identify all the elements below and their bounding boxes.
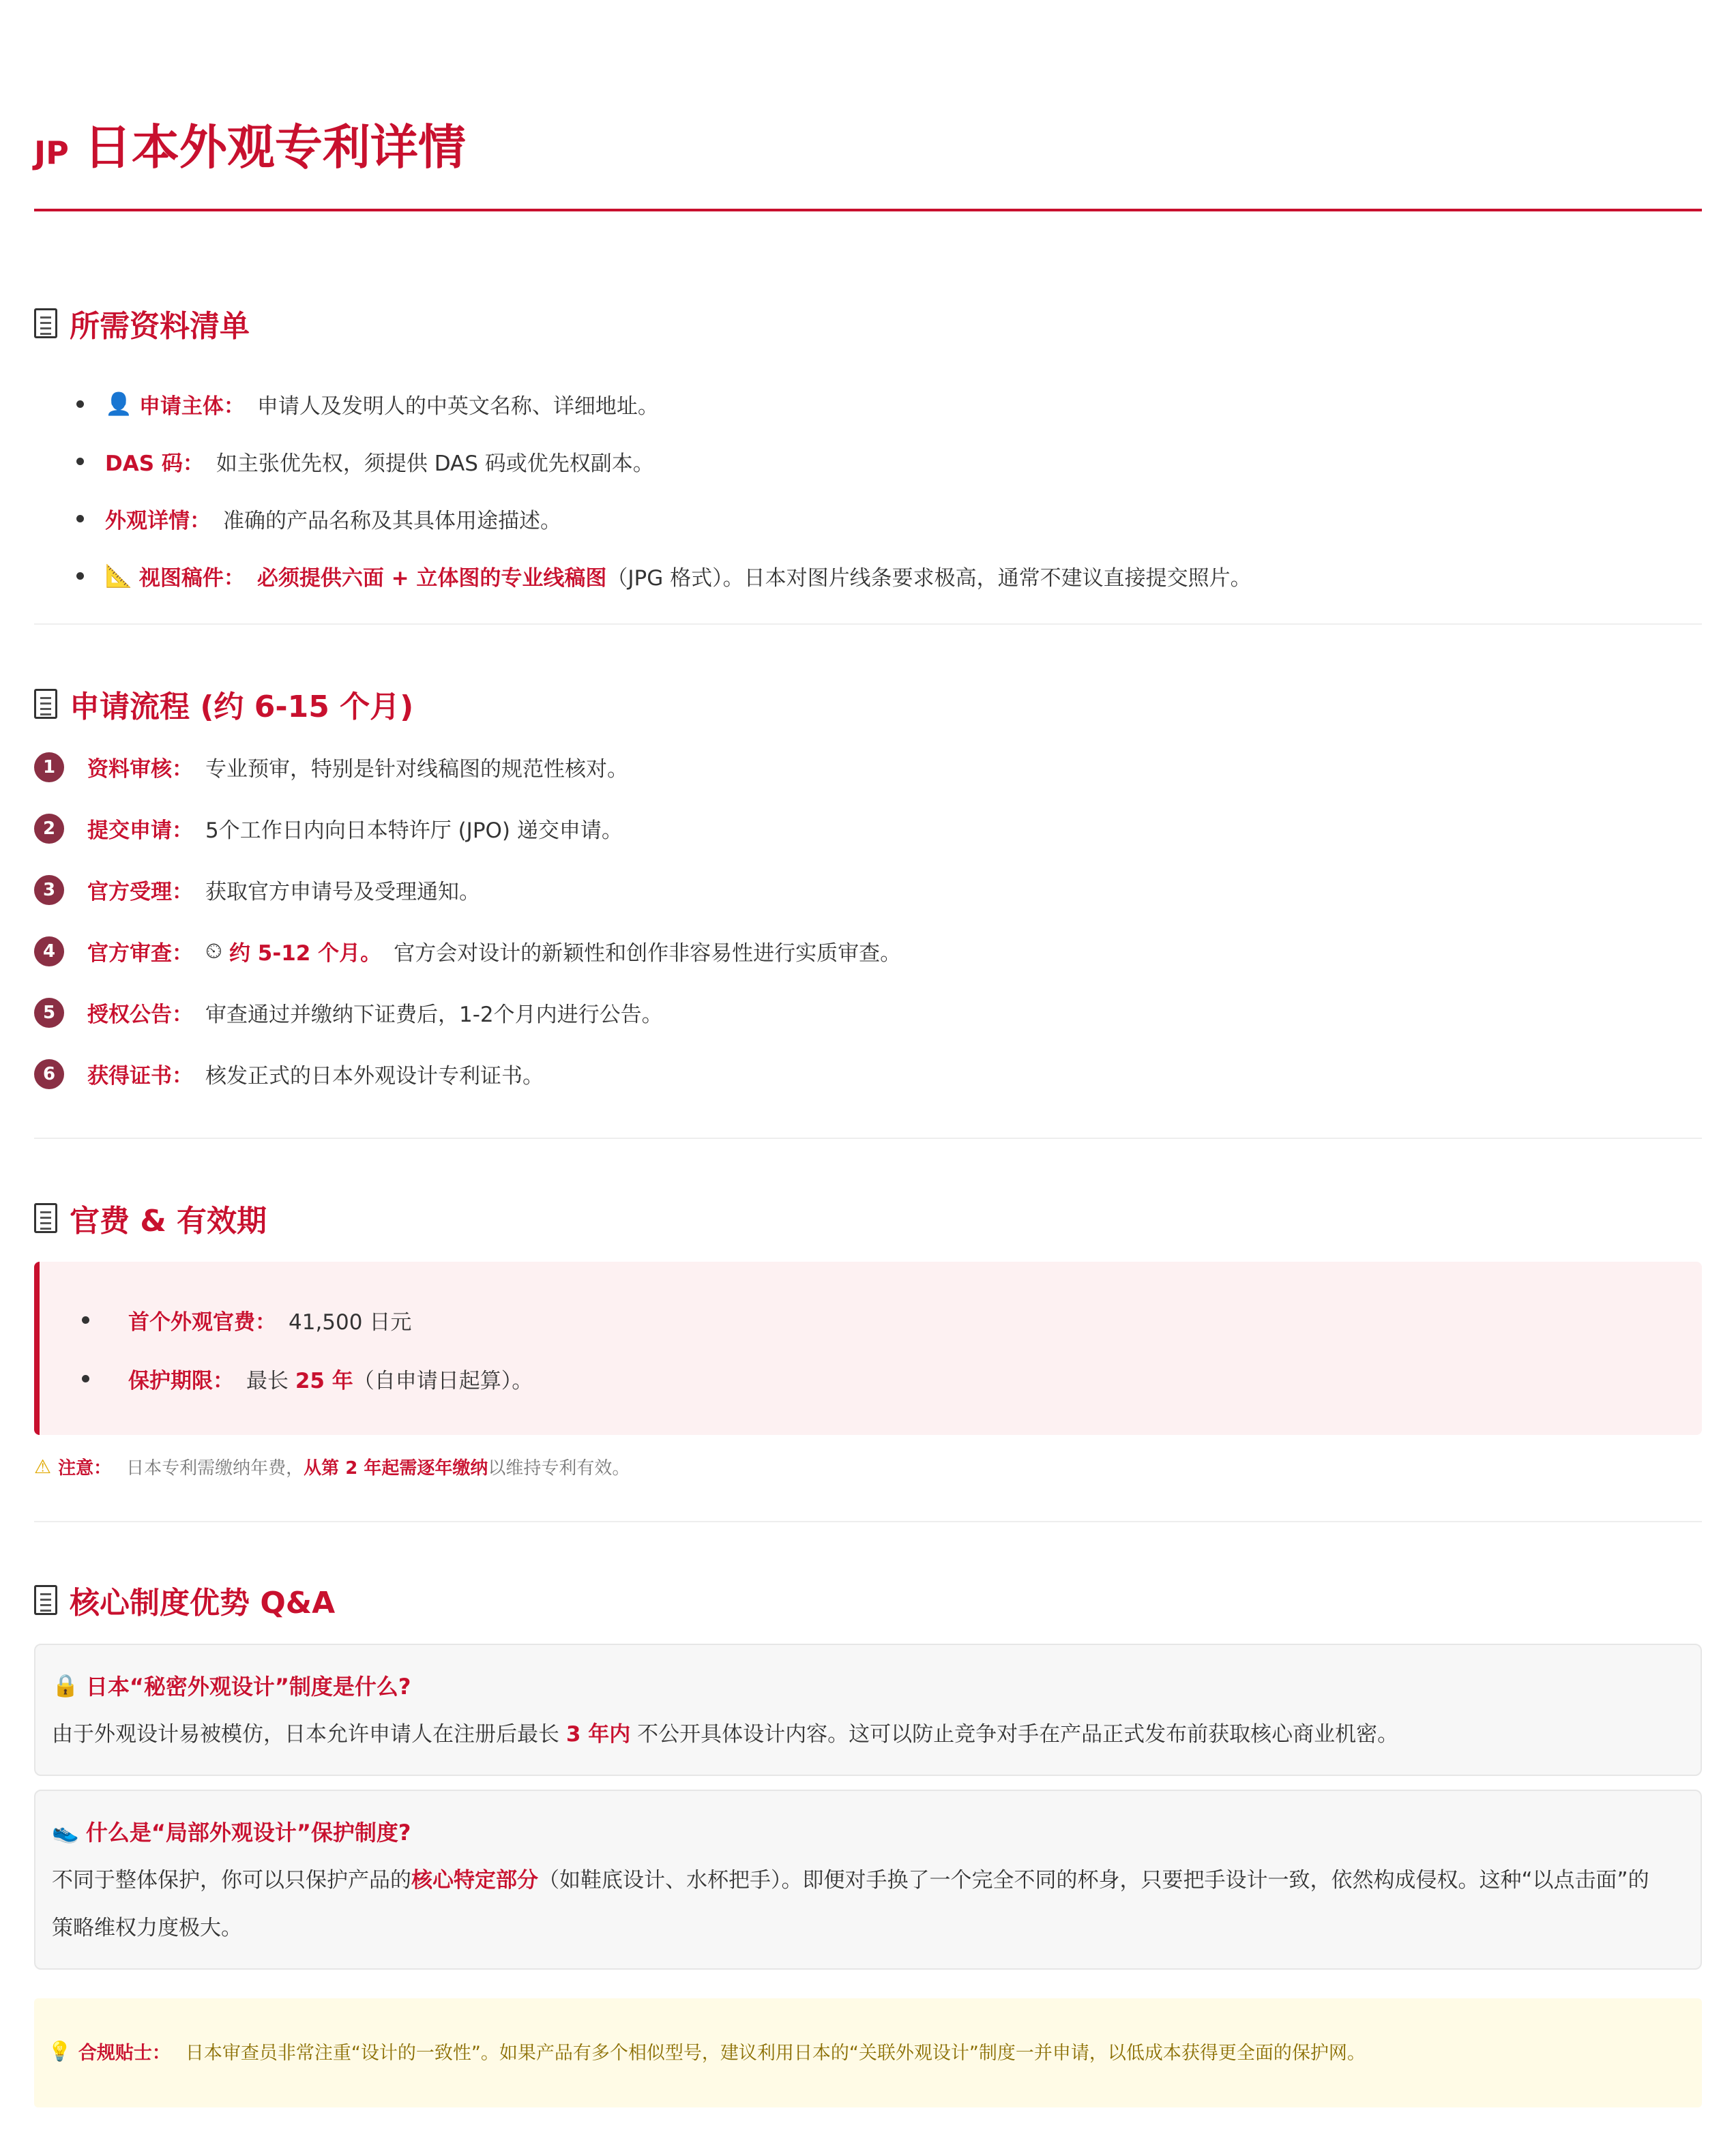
fees-box bbox=[34, 1262, 1702, 1435]
tip-content bbox=[48, 2038, 1366, 2064]
fees-section bbox=[34, 1140, 1702, 1524]
section-divider bbox=[34, 623, 1702, 625]
qa-card bbox=[34, 1644, 1702, 1776]
fees-heading-text: 官费 & 有效期 bbox=[70, 1204, 267, 1239]
item-label: 申请主体： bbox=[138, 394, 245, 419]
document-icon bbox=[34, 689, 57, 719]
qa-question-text: 什么是“局部外观设计”保护制度? bbox=[85, 1820, 411, 1846]
step-text: 审查通过并缴纳下证费后，1-2个月内进行公告。 bbox=[205, 1003, 663, 1027]
step-number: 5 bbox=[34, 998, 64, 1028]
fee-highlight: 25 年 bbox=[295, 1368, 353, 1393]
triangle-ruler-icon: 📐 bbox=[105, 563, 132, 589]
qa-answer-pre: 不同于整体保护，你可以只保护产品的 bbox=[52, 1868, 411, 1893]
materials-heading bbox=[34, 301, 250, 345]
step-number: 2 bbox=[34, 814, 64, 844]
qa-answer bbox=[52, 1711, 1660, 1758]
step-number: 6 bbox=[34, 1059, 64, 1089]
compliance-tip bbox=[34, 1998, 1702, 2107]
step-label: 资料审核： bbox=[87, 757, 193, 782]
process-step bbox=[34, 752, 628, 782]
document-icon bbox=[34, 1585, 57, 1615]
step-text: 核发正式的日本外观设计专利证书。 bbox=[205, 1064, 544, 1089]
section-divider bbox=[34, 1521, 1702, 1522]
materials-list bbox=[34, 375, 1702, 604]
fees-list bbox=[40, 1290, 1702, 1408]
step-label: 提交申请： bbox=[87, 818, 193, 843]
note-text-post: 以维持专利有效。 bbox=[488, 1458, 630, 1479]
step-number: 1 bbox=[34, 752, 64, 782]
page-title-text: 日本外观专利详情 bbox=[83, 119, 466, 175]
jp-flag-label: JP bbox=[34, 134, 69, 171]
step-label: 授权公告： bbox=[87, 1003, 193, 1027]
list-item bbox=[34, 490, 1702, 547]
step-text: 5个工作日内向日本特许厅 (JPO) 递交申请。 bbox=[205, 818, 623, 843]
document-icon bbox=[34, 308, 57, 338]
fees-heading bbox=[34, 1196, 267, 1240]
item-label: 视图稿件： bbox=[138, 565, 245, 591]
process-heading bbox=[34, 682, 413, 726]
shoe-icon: 👟 bbox=[52, 1818, 79, 1844]
section-divider bbox=[34, 1138, 1702, 1139]
fee-note bbox=[34, 1454, 630, 1479]
list-item bbox=[34, 432, 1702, 490]
step-text: 官方会对设计的新颖性和创作非容易性进行实质审查。 bbox=[394, 941, 902, 966]
qa-answer-highlight: 核心特定部分 bbox=[411, 1868, 538, 1893]
page-title bbox=[34, 109, 466, 178]
item-text: 准确的产品名称及其具体用途描述。 bbox=[223, 508, 561, 533]
item-text: 如主张优先权，须提供 DAS 码或优先权副本。 bbox=[216, 451, 654, 476]
list-item bbox=[40, 1349, 1702, 1408]
step-number: 4 bbox=[34, 936, 64, 966]
note-highlight: 从第 2 年起需逐年缴纳 bbox=[304, 1458, 488, 1479]
qa-answer-post: （如鞋底设计、水杯把手）。即便对手换了一个完全不同的杯身，只要把手设计一致，依然构成侵权。这种“以点击面”的策略维权力度极大。 bbox=[52, 1868, 1649, 1940]
list-item bbox=[40, 1290, 1702, 1349]
qa-answer-highlight: 3 年内 bbox=[565, 1722, 631, 1747]
process-step bbox=[34, 874, 480, 905]
materials-heading-text: 所需资料清单 bbox=[70, 309, 250, 344]
warning-icon: ⚠ bbox=[34, 1455, 52, 1478]
user-icon: 👤 bbox=[105, 391, 132, 417]
qa-answer-pre: 由于外观设计易被模仿，日本允许申请人在注册后最长 bbox=[52, 1722, 566, 1747]
qa-question bbox=[52, 1670, 411, 1701]
qa-card bbox=[34, 1790, 1702, 1970]
step-label: 官方审查： bbox=[87, 941, 193, 966]
qa-question-text: 日本“秘密外观设计”制度是什么? bbox=[85, 1674, 411, 1700]
item-highlight: 必须提供六面 + 立体图的专业线稿图 bbox=[256, 565, 607, 591]
fee-text: 41,500 日元 bbox=[289, 1309, 412, 1335]
tip-text: 日本审查员非常注重“设计的一致性”。如果产品有多个相似型号，建议利用日本的“关联外观设计”制度一并申请，以低成本获得更全面的保护网。 bbox=[185, 2043, 1366, 2064]
item-text: 申请人及发明人的中英文名称、详细地址。 bbox=[256, 394, 659, 419]
list-item bbox=[34, 547, 1702, 604]
step-label: 官方受理： bbox=[87, 880, 193, 904]
fee-text-pre: 最长 bbox=[246, 1368, 295, 1393]
process-step bbox=[34, 936, 901, 966]
step-text: 获取官方申请号及受理通知。 bbox=[205, 880, 480, 904]
step-label: 获得证书： bbox=[87, 1064, 193, 1089]
document-icon bbox=[34, 1203, 57, 1233]
list-item bbox=[34, 375, 1702, 432]
tip-label: 合规贴士： bbox=[78, 2043, 171, 2064]
qa-section bbox=[34, 1524, 1702, 2146]
step-text: 专业预审，特别是针对线稿图的规范性核对。 bbox=[205, 757, 628, 782]
process-step bbox=[34, 1058, 544, 1089]
lightbulb-icon: 💡 bbox=[48, 2040, 72, 2062]
fee-label: 保护期限： bbox=[128, 1368, 234, 1393]
qa-heading bbox=[34, 1578, 335, 1622]
qa-answer bbox=[52, 1856, 1660, 1952]
timer-icon: ⏲ bbox=[205, 938, 222, 964]
process-step bbox=[34, 813, 623, 844]
fee-text: （自申请日起算）。 bbox=[353, 1368, 533, 1393]
lock-icon: 🔒 bbox=[52, 1672, 79, 1698]
step-highlight: 约 5-12 个月。 bbox=[229, 941, 382, 966]
process-heading-text: 申请流程 (约 6-15 个月) bbox=[70, 690, 414, 724]
item-label: 外观详情： bbox=[105, 508, 211, 533]
qa-heading-text: 核心制度优势 Q&A bbox=[70, 1586, 336, 1620]
process-section bbox=[34, 626, 1702, 1140]
item-label: DAS 码： bbox=[105, 451, 204, 476]
process-step bbox=[34, 997, 663, 1028]
note-label: 注意： bbox=[58, 1458, 112, 1479]
note-text-pre: 日本专利需缴纳年费， bbox=[126, 1458, 304, 1479]
item-text: （JPG 格式）。日本对图片线条要求极高，通常不建议直接提交照片。 bbox=[606, 565, 1252, 591]
qa-answer-post: 不公开具体设计内容。这可以防止竞争对手在产品正式发布前获取核心商业机密。 bbox=[630, 1722, 1399, 1747]
page-header bbox=[34, 0, 1702, 211]
qa-question bbox=[52, 1816, 411, 1847]
fee-label: 首个外观官费： bbox=[128, 1309, 276, 1335]
step-number: 3 bbox=[34, 875, 64, 905]
materials-section bbox=[34, 211, 1702, 626]
